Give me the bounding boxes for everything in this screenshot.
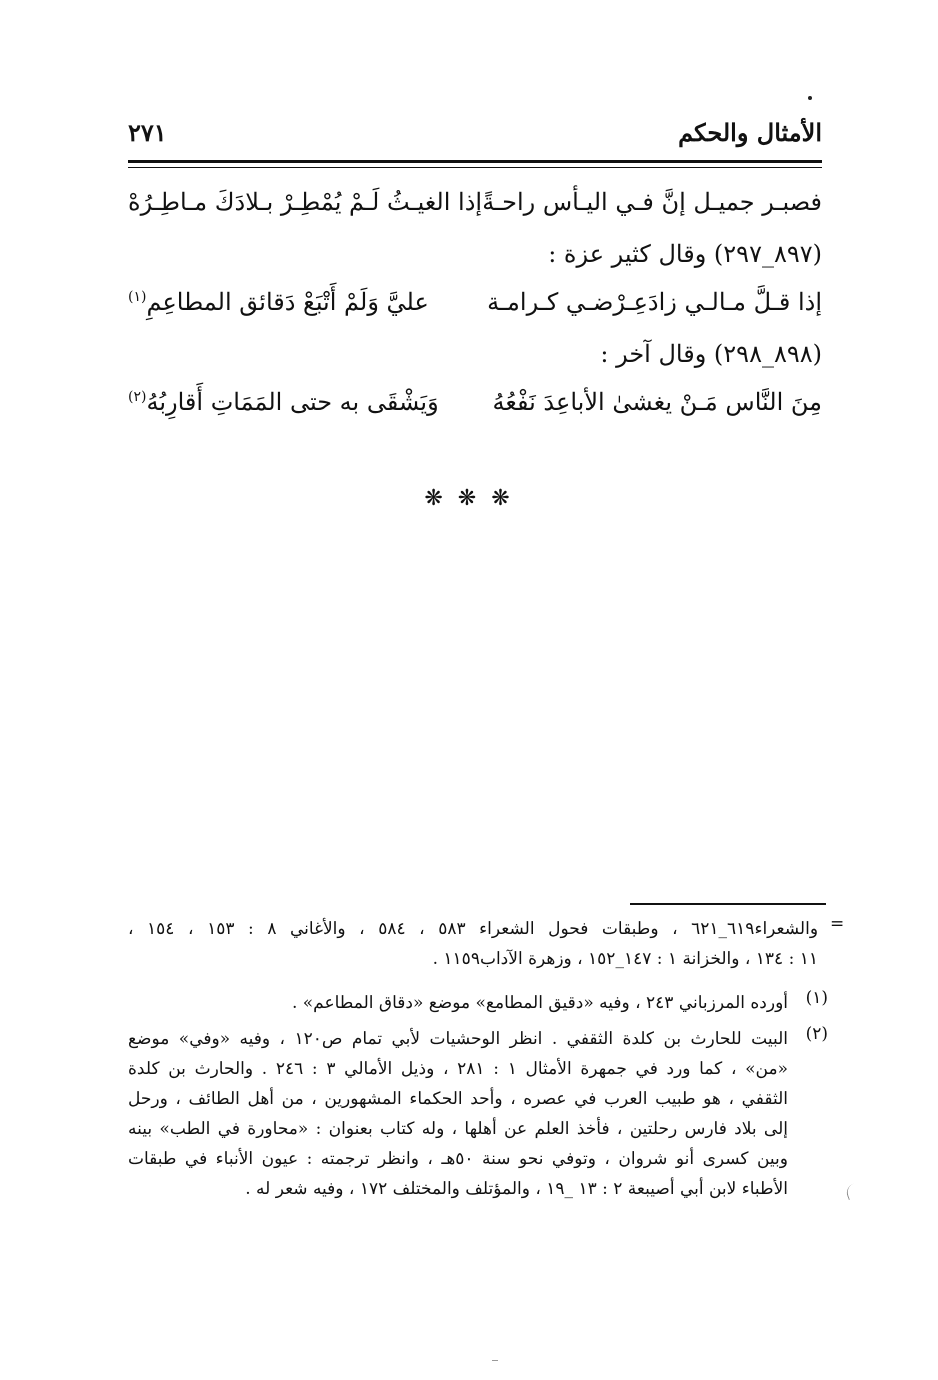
verse-second-hemistich: وَيَشْقَى به حتى المَمَاتِ أَقارِبُهُ$^{(٢)}$ — [128, 388, 439, 416]
verse-intro: (٨٩٧_٢٩٧) وقال كثير عزة : — [548, 240, 822, 268]
footnote-2 — [128, 1024, 788, 1204]
footnote-line: ١١ : ١٣٤ ، والخزانة ١ : ١٤٧_١٥٢ ، وزهرة الآداب١١٥٩ . — [432, 949, 818, 969]
header-rule-thick — [128, 160, 822, 163]
footnote-line: الأطباء لابن أبي أصيبعة ٢ : ١٣ _١٩ ، والمؤتلف والمختلف ١٧٢ ، وفيه شعر له . — [245, 1179, 788, 1199]
verse-second-hemistich: عليَّ وَلَمْ أَتْبَعْ دَقائق المطاعِمِ$^{(١)}$ — [128, 288, 429, 316]
running-header — [128, 118, 822, 158]
verse-line — [128, 288, 822, 332]
footnote-line: وبين كسرى أنو شروان ، وتوفي نحو سنة ٥٠هـ ، وانظر ترجمته : عيون الأنباء في طبقات — [128, 1149, 788, 1169]
verse-second-hemistich: إذا الغيـثُ لَـمْ يُمْطِـرْ بـلادَكَ مـاطِـرُهْ — [128, 188, 483, 216]
footnote-line: إلى بلاد فارس رحلتين ، فأخذ العلم عن أهلها ، وله كتاب بعنوان : «محاورة في الطب» بينه — [128, 1119, 788, 1139]
footnote-continuation — [128, 914, 818, 974]
continuation-marker: = — [830, 914, 845, 934]
ink-dot — [808, 96, 812, 100]
verse-first-hemistich: فصبـر جميـل إنَّ فـي اليـأس راحـةً — [482, 188, 822, 216]
section-separator: ❋ ❋ ❋ — [424, 486, 514, 511]
footnote-ref[interactable]: (٢) — [128, 389, 147, 405]
footnote-1 — [128, 988, 788, 1018]
margin-pencil-mark — [844, 1182, 863, 1200]
footnote-marker: (١) — [805, 988, 828, 1008]
verse-first-hemistich: إذا قـلَّ مـالـي زادَعِـرْضـي كـرامـة — [487, 288, 822, 316]
footnote-line: «من» ، كما ورد في جمهرة الأمثال ١ : ٢٨١ ، وذيل الأمالي ٣ : ٢٤٦ . والحارث بن كلدة — [128, 1059, 788, 1079]
header-rule-thin — [128, 167, 822, 168]
verse-line — [128, 188, 822, 232]
verse-intro: (٨٩٨_٢٩٨) وقال آخر : — [600, 340, 822, 368]
footnote-line: أورده المرزباني ٢٤٣ ، وفيه «دقيق المطامع» موضع «دقاق المطاعم» . — [291, 993, 788, 1013]
footnote-marker: (٢) — [805, 1024, 828, 1044]
verse-line — [128, 388, 822, 432]
page-number: ٢٧١ — [128, 118, 167, 147]
footnote-line: البيت للحارث بن كلدة الثقفي . انظر الوحشيات لأبي تمام ص١٢٠ ، وفيه «وفي» موضع — [128, 1029, 788, 1049]
footnote-line: والشعراء٦١٩_٦٢١ ، وطبقات فحول الشعراء ٥٨٣ ، ٥٨٤ ، والأغاني ٨ : ١٥٣ ، ١٥٤ ، — [128, 919, 819, 939]
footnote-ref[interactable]: (١) — [128, 289, 147, 305]
footnote-rule — [630, 903, 826, 905]
scan-speck — [492, 1360, 498, 1361]
footnote-line: الثقفي ، هو طبيب العرب في عصره ، وأحد الحكماء المشهورين ، من أهل الطائف ، ورحل — [128, 1089, 788, 1109]
header-title: الأمثال والحكم — [678, 118, 822, 147]
verse-first-hemistich: مِنَ النَّاس مَـنْ يغشىٰ الأباعِدَ نَفْعُهُ — [492, 388, 822, 416]
